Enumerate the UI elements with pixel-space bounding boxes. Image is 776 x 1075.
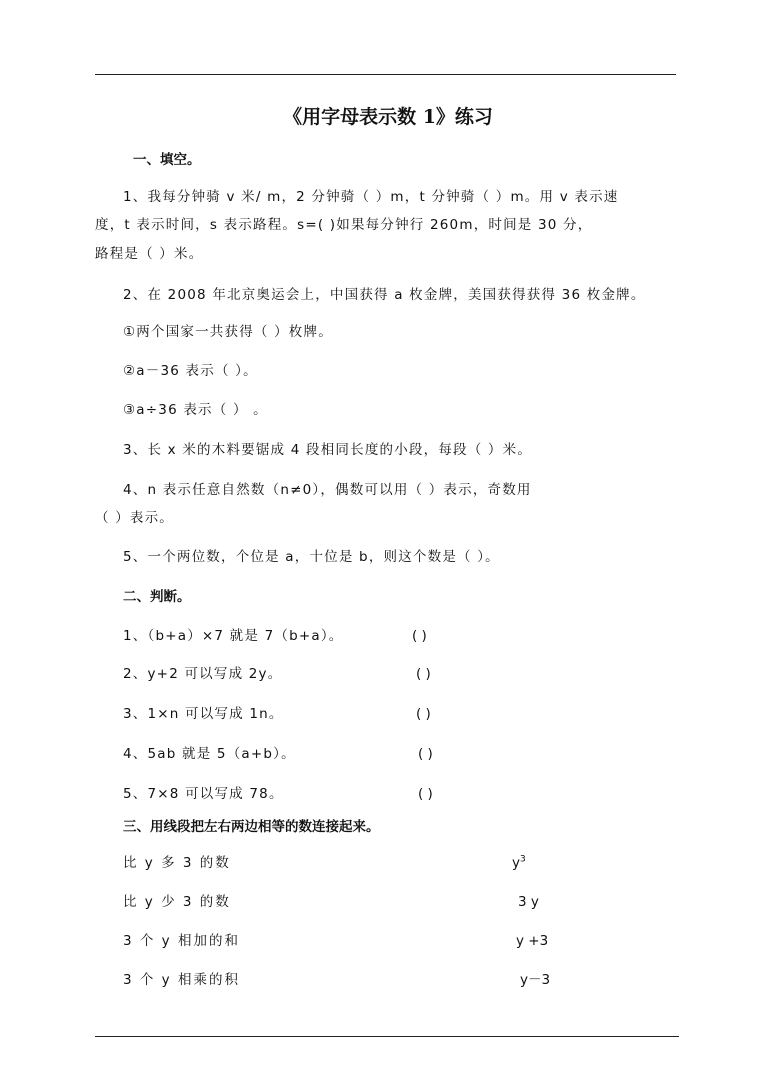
match-left-2: 比 y 少 3 的数 — [123, 894, 231, 910]
q2-stem: 2、在 2008 年北京奥运会上，中国获得 a 枚金牌，美国获得获得 36 枚金牌。 — [123, 287, 646, 303]
bottom-rule — [95, 1036, 679, 1037]
judge-blank-4: ( ) — [418, 746, 433, 762]
q1-line3: 路程是（ ）米。 — [95, 246, 204, 262]
judge-item-1: 1、（b+a）×7 就是 7（b+a）。 — [123, 628, 344, 644]
judge-blank-5: ( ) — [418, 786, 433, 802]
q5: 5、一个两位数，个位是 a，十位是 b，则这个数是（ ）。 — [123, 549, 500, 565]
judge-item-5: 5、7×8 可以写成 78。 — [123, 786, 284, 802]
judge-blank-1: ( ) — [412, 628, 427, 644]
top-rule — [95, 74, 676, 75]
match-right-1: $y^3$ — [512, 854, 526, 871]
match-right-4: y－3 — [520, 972, 551, 988]
q4-line1: 4、n 表示任意自然数（n≠0），偶数可以用（ ）表示，奇数用 — [123, 482, 532, 498]
q4-line2: （ ）表示。 — [95, 510, 174, 526]
page-title: 《用字母表示数 1》练习 — [283, 106, 493, 128]
q3: 3、长 x 米的木料要锯成 4 段相同长度的小段，每段（ ）米。 — [123, 442, 533, 458]
q2-sub2: ②a－36 表示（ ）。 — [123, 363, 258, 379]
q1-line1: 1、我每分钟骑 v 米/ m，2 分钟骑（ ）m，t 分钟骑（ ）m。用 v 表示速 — [123, 189, 619, 205]
match-right-2: 3 y — [518, 894, 539, 910]
q1-line2: 度，t 表示时间，s 表示路程。s=( )如果每分钟行 260m，时间是 30 分， — [95, 217, 593, 233]
q2-sub1: ①两个国家一共获得（ ）枚牌。 — [123, 324, 333, 340]
match-left-4: 3 个 y 相乘的积 — [123, 972, 240, 988]
judge-item-4: 4、5ab 就是 5（a+b）。 — [123, 746, 296, 762]
section3-heading: 三、用线段把左右两边相等的数连接起来。 — [123, 819, 380, 835]
judge-item-2: 2、y+2 可以写成 2y。 — [123, 666, 283, 682]
section2-heading: 二、判断。 — [123, 589, 191, 605]
section1-heading: 一、填空。 — [133, 152, 201, 168]
match-right-3: y +3 — [516, 933, 549, 949]
match-left-1: 比 y 多 3 的数 — [123, 855, 231, 871]
judge-blank-2: ( ) — [416, 666, 431, 682]
match-left-3: 3 个 y 相加的和 — [123, 933, 240, 949]
judge-blank-3: ( ) — [416, 706, 431, 722]
judge-item-3: 3、1×n 可以写成 1n。 — [123, 706, 284, 722]
q2-sub3: ③a÷36 表示（ ） 。 — [123, 402, 268, 418]
